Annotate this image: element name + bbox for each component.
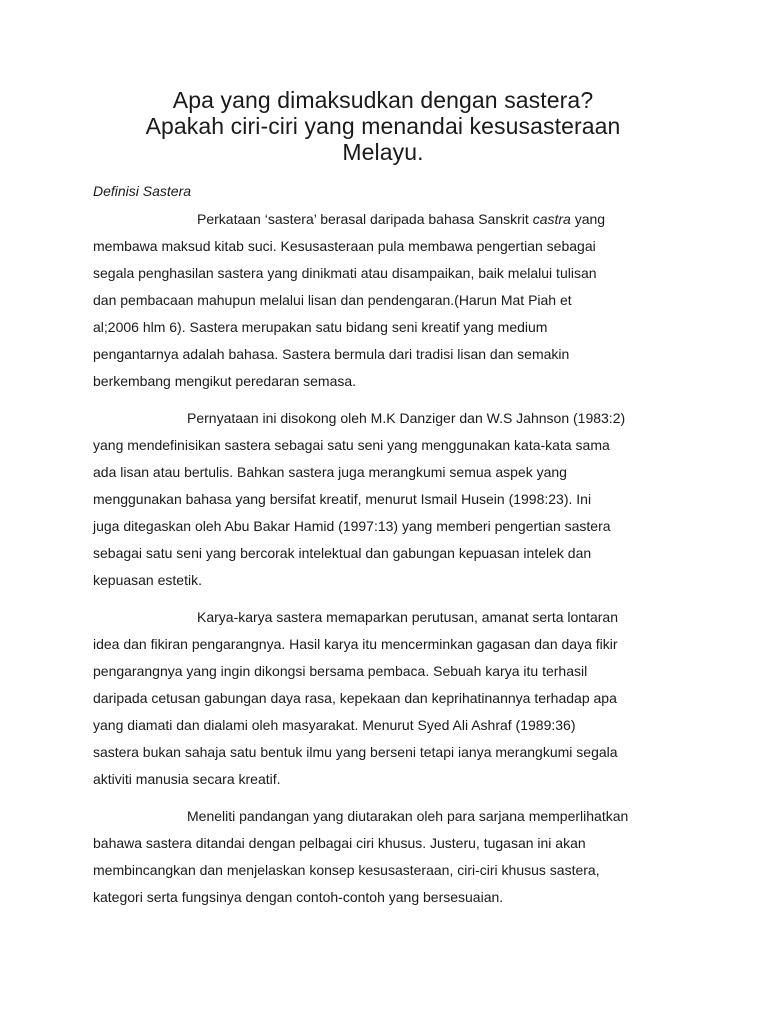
paragraph-line: ada lisan atau bertulis. Bahkan sastera juga merangkumi semua aspek yang	[93, 464, 567, 480]
paragraph-line: menggunakan bahasa yang bersifat kreatif, menurut Ismail Husein (1998:23). Ini	[93, 491, 592, 507]
paragraph-line: Meneliti pandangan yang diutarakan oleh para sarjana memperlihatkan	[187, 808, 629, 824]
paragraph-line: dan pembacaan mahupun melalui lisan dan pendengaran.(Harun Mat Piah et	[93, 292, 572, 308]
section-heading: Definisi Sastera	[93, 183, 192, 199]
paragraph-line: membawa maksud kitab suci. Kesusasteraan pula membawa pengertian sebagai	[93, 238, 596, 254]
paragraph-line: sebagai satu seni yang bercorak intelektual dan gabungan kepuasan intelek dan	[93, 545, 592, 561]
paragraph-1	[93, 206, 683, 395]
paragraph-line: Pernyataan ini disokong oleh M.K Danziger dan W.S Jahnson (1983:2)	[187, 410, 626, 426]
paragraph-line: Perkataan ‘sastera’ berasal daripada bahasa Sanskrit castra yang	[197, 211, 606, 227]
paragraph-line: bahawa sastera ditandai dengan pelbagai ciri khusus. Justeru, tugasan ini akan	[93, 835, 586, 851]
paragraph-line: yang diamati dan dialami oleh masyarakat. Menurut Syed Ali Ashraf (1989:36)	[93, 717, 576, 733]
paragraph-line: Karya-karya sastera memaparkan perutusan, amanat serta lontaran	[197, 609, 618, 625]
italic-term: castra	[532, 211, 571, 227]
document-title	[93, 87, 673, 165]
paragraph-line: pengantarnya adalah bahasa. Sastera bermula dari tradisi lisan dan semakin	[93, 346, 570, 362]
paragraph-line: membincangkan dan menjelaskan konsep kesusasteraan, ciri-ciri khusus sastera,	[93, 862, 600, 878]
paragraph-line: kepuasan estetik.	[93, 572, 202, 588]
title-line-1: Apa yang dimaksudkan dengan sastera?	[172, 87, 594, 113]
paragraph-4	[93, 803, 683, 911]
paragraph-line: daripada cetusan gabungan daya rasa, kepekaan dan keprihatinannya terhadap apa	[93, 690, 617, 706]
paragraph-line: sastera bukan sahaja satu bentuk ilmu yang berseni tetapi ianya merangkumi segala	[93, 744, 618, 760]
paragraph-line: berkembang mengikut peredaran semasa.	[93, 373, 357, 389]
paragraph-3	[93, 604, 683, 793]
paragraph-line: idea dan fikiran pengarangnya. Hasil karya itu mencerminkan gagasan dan daya fikir	[93, 636, 618, 652]
paragraph-line: aktiviti manusia secara kreatif.	[93, 771, 281, 787]
paragraph-line: pengarangnya yang ingin dikongsi bersama pembaca. Sebuah karya itu terhasil	[93, 663, 588, 679]
paragraph-line: al;2006 hlm 6). Sastera merupakan satu bidang seni kreatif yang medium	[93, 319, 548, 335]
paragraph-line: kategori serta fungsinya dengan contoh-contoh yang bersesuaian.	[93, 889, 504, 905]
paragraph-line: segala penghasilan sastera yang dinikmati atau disampaikan, baik melalui tulisan	[93, 265, 597, 281]
paragraph-line: yang mendefinisikan sastera sebagai satu seni yang menggunakan kata-kata sama	[93, 437, 610, 453]
paragraph-line: juga ditegaskan oleh Abu Bakar Hamid (1997:13) yang memberi pengertian sastera	[93, 518, 611, 534]
title-line-2: Apakah ciri-ciri yang menandai kesusasteraan	[145, 113, 621, 139]
title-line-3: Melayu.	[342, 139, 424, 165]
paragraph-2	[93, 405, 683, 594]
